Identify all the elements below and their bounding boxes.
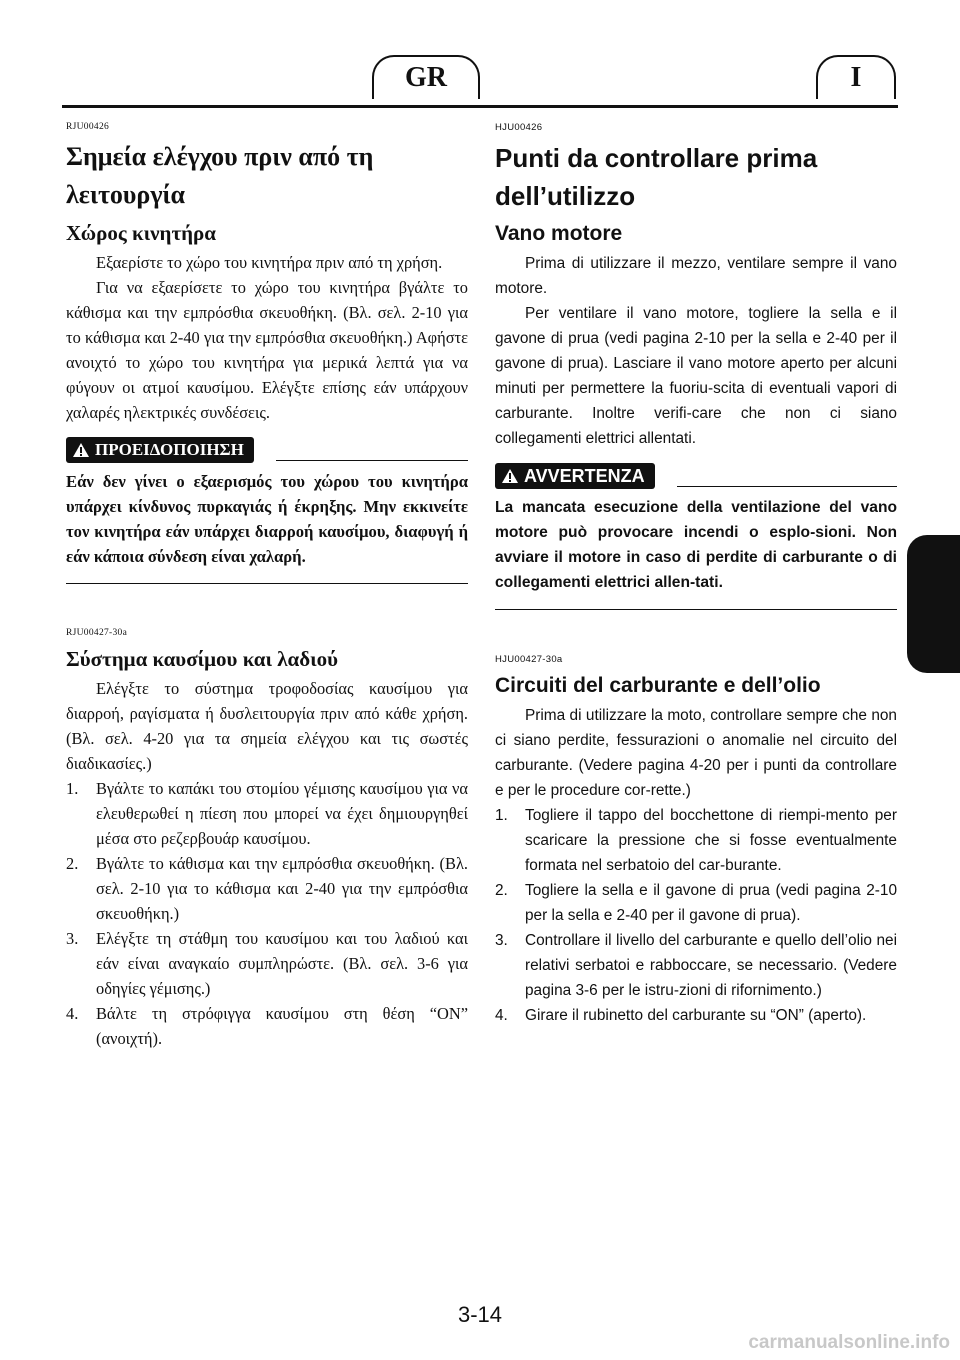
- chapter-thumb-tab: [907, 535, 960, 673]
- section-title: Punti da controllare prima dell’utilizzo: [495, 143, 818, 211]
- warning-triangle-icon: [72, 442, 90, 458]
- language-tab-greek: [372, 55, 480, 99]
- warning-rule: [677, 486, 897, 488]
- list-item: [495, 803, 897, 878]
- list-item: [495, 928, 897, 1003]
- item-number: 4.: [66, 1004, 79, 1023]
- item-text: Βάλτε τη στρόφιγγα καυσίμου στη θέση “ON” (ανοιχτή).: [96, 1004, 468, 1048]
- header-rule: [62, 105, 898, 108]
- warning-header: [66, 437, 468, 463]
- item-number: 4.: [495, 1007, 508, 1024]
- watermark: carmanualsonline.info: [748, 1332, 950, 1353]
- warning-badge: [66, 437, 254, 463]
- warning-header: [495, 463, 897, 489]
- warning-badge: [495, 463, 655, 489]
- paragraph: Ελέγξτε το σύστημα τροφοδοσίας καυσίμου για διαρροή, ραγίσματα ή δυσλειτουργία πριν από κάθε χρήση. (Βλ. σελ. 4-20 για τα σημεία ελέγχου και τις σωστές διαδικασίες.): [66, 679, 468, 773]
- language-label-italian: I: [850, 62, 862, 93]
- warning-rule: [276, 460, 468, 462]
- fuel-oil-section: [495, 654, 897, 1028]
- item-number: 3.: [495, 932, 508, 949]
- item-text: Ελέγξτε τη στάθμη του καυσίμου και του λαδιού και εάν είναι αναγκαίο συμπληρώστε. (Βλ. σελ. 3-6 για οδηγίες γέμισης.): [96, 929, 468, 998]
- item-text: Βγάλτε το καπάκι του στομίου γέμισης καυσίμου για να ελευθερωθεί η πίεση που μπορεί να έχει δημιουργηθεί μέσα στο ρεζερβουάρ καυσίμου.: [96, 779, 468, 848]
- subsection-title: Circuiti del carburante e dell’olio: [495, 674, 821, 697]
- item-number: 3.: [66, 929, 79, 948]
- item-number: 2.: [495, 882, 508, 899]
- section-title: Σημεία ελέγχου πριν από τη λειτουργία: [66, 142, 374, 209]
- paragraph: Prima di utilizzare la moto, controllare sempre che non ci siano perdite, fessurazioni o anomalie nel circuito del carburante. (Vedere pagina 4-20 per i punti da controllare e per le procedure cor-rette.): [495, 707, 897, 799]
- warning-label: ΠΡΟΕΙΔΟΠΟΙΗΣΗ: [95, 440, 244, 459]
- section-code: HJU00427-30a: [495, 654, 563, 665]
- item-text: Togliere la sella e il gavone di prua (vedi pagina 2-10 per la sella e 2-40 per il gavone di prua).: [525, 882, 897, 924]
- item-number: 1.: [66, 779, 79, 798]
- section-code: RJU00427-30a: [66, 628, 128, 638]
- item-text: Togliere il tappo del bocchettone di riempi-mento per scaricare la pressione che si fosse eventualmente formata nel serbatoio del car-burante.: [525, 807, 897, 874]
- subsection-title: Σύστημα καυσίμου και λαδιού: [66, 647, 339, 671]
- section-code: HJU00426: [495, 122, 543, 133]
- item-number: 1.: [495, 807, 508, 824]
- list-item: [495, 1003, 897, 1028]
- list-item: [495, 878, 897, 928]
- list-item: [66, 776, 468, 851]
- paragraph: Prima di utilizzare il mezzo, ventilare sempre il vano motore.: [495, 255, 897, 297]
- greek-column: [66, 122, 468, 1051]
- item-text: Controllare il livello del carburante e quello dell’olio nei relativi serbatoi e rabboccare, se necessario. (Vedere pagina 3-6 per le istru-zioni di rifornimento.): [525, 932, 897, 999]
- warning-triangle-icon: [501, 468, 519, 484]
- paragraph: Per ventilare il vano motore, togliere la sella e il gavone di prua (vedi pagina 2-10 per la sella e 2-40 per il gavone di prua). Lasciare il vano motore aperto per alcuni minuti per permettere la fuoriu-scita di eventuali vapori di carburante. Inoltre verifi-care che non ci siano collegamenti elettrici allentati.: [495, 305, 897, 447]
- list-item: [66, 851, 468, 926]
- italian-column: [495, 122, 897, 1028]
- steps-list: [495, 803, 897, 1028]
- warning-text: La mancata esecuzione della ventilazione del vano motore può provocare incendi o esplo-sioni. Non avviare il motore in caso di perdite di carburante o di collegamenti elettrici allen-tati.: [495, 495, 897, 610]
- page-number: 3-14: [457, 1302, 503, 1327]
- warning-label: AVVERTENZA: [524, 465, 645, 486]
- subsection-title: Vano motore: [495, 222, 623, 245]
- language-label-greek: GR: [405, 62, 447, 93]
- fuel-oil-section: [66, 628, 468, 1051]
- paragraph: Εξαερίστε το χώρο του κινητήρα πριν από τη χρήση.: [96, 253, 443, 272]
- list-item: [66, 1001, 468, 1051]
- section-code: RJU00426: [66, 122, 110, 132]
- language-tab-italian: [816, 55, 896, 99]
- paragraph: Για να εξαερίσετε το χώρο του κινητήρα βγάλτε το κάθισμα και την εμπρόσθια σκευοθήκη. (Βλ. σελ. 2-10 για το κάθισμα και 2-40 για την εμπρόσθια σκευοθήκη.) Αφήστε ανοιχτό το χώρο του κινητήρα για μερικά λεπτά για να φύγουν οι ατμοί καυσίμου. Ελέγξτε επίσης εάν υπάρχουν χαλαρές ηλεκτρικές συνδέσεις.: [66, 278, 468, 422]
- steps-list: [66, 776, 468, 1051]
- item-text: Girare il rubinetto del carburante su “ON” (aperto).: [525, 1007, 867, 1024]
- list-item: [66, 926, 468, 1001]
- subsection-title: Χώρος κινητήρα: [66, 221, 217, 245]
- item-text: Βγάλτε το κάθισμα και την εμπρόσθια σκευοθήκη. (Βλ. σελ. 2-10 για το κάθισμα και 2-40 για την εμπρόσθια σκευοθήκη.): [96, 854, 468, 923]
- item-number: 2.: [66, 854, 79, 873]
- warning-text: Εάν δεν γίνει ο εξαερισμός του χώρου του κινητήρα υπάρχει κίνδυνος πυρκαγιάς ή έκρηξης. Μην εκκινείτε τον κινητήρα εάν υπάρχει διαρροή καυσίμου, διαφυγή ή εάν κάποια σύνδεση είναι χαλαρή.: [66, 469, 468, 584]
